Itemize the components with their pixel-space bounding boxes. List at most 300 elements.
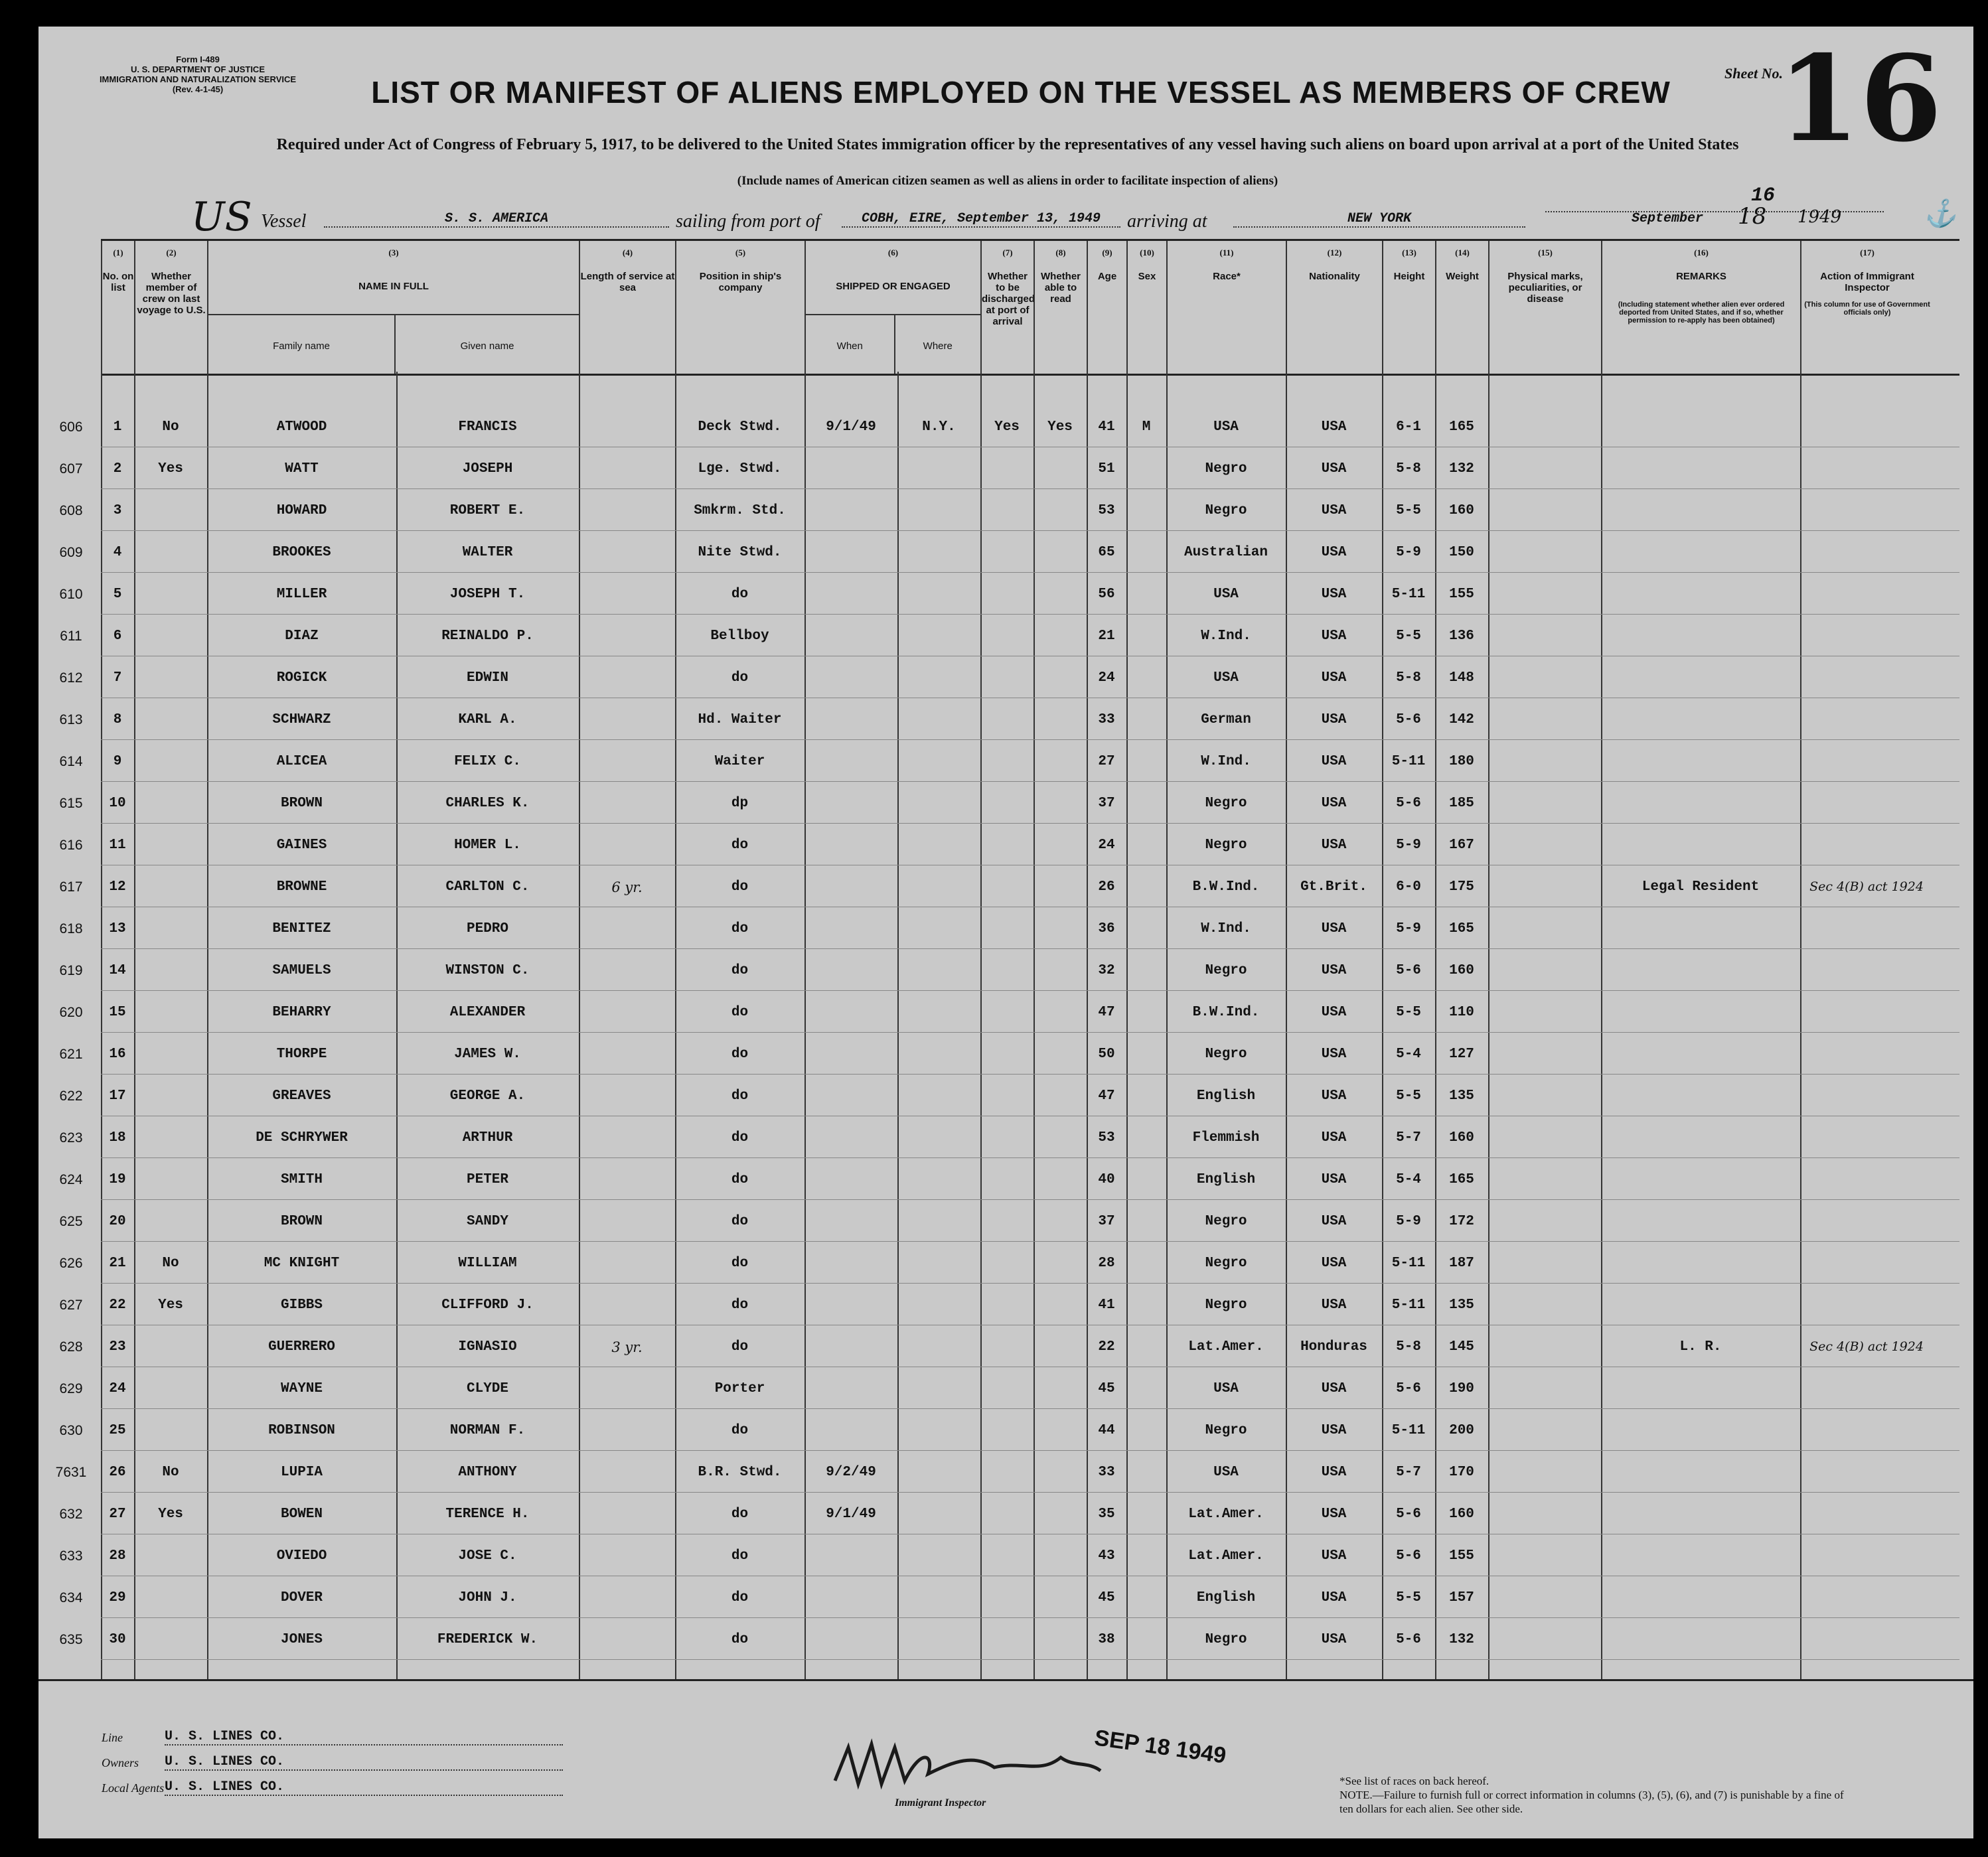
column-label: SHIPPED OR ENGAGED [836,281,951,292]
margin-number: 630 [59,1423,83,1438]
table-row [59,572,1959,615]
cell-given: NORMAN F. [449,1423,526,1438]
column-number: (7) [1002,248,1013,258]
column-label: Whether member of crew on last voyage to U.S. [137,271,206,316]
cell-nat: USA [1321,461,1347,477]
cell-position: B.R. Stwd. [698,1465,782,1480]
vessel-line [145,185,1957,244]
column-number: (3) [388,248,399,258]
cell-nat: USA [1321,1256,1347,1271]
date-stamp: SEP 18 1949 [1093,1725,1228,1769]
cell-position: do [731,1172,749,1187]
cell-position: do [731,1590,749,1605]
table-row [59,488,1959,531]
cell-weight: 185 [1449,796,1474,811]
cell-race: USA [1213,670,1239,686]
cell-weight: 170 [1449,1465,1474,1480]
cell-height: 5-11 [1391,754,1426,769]
cell-weight: 165 [1449,419,1474,435]
ship-logo-icon: ⚓ [1924,198,1957,228]
cell-height: 5-5 [1396,1590,1421,1605]
cell-height: 5-9 [1396,838,1421,853]
cell-age: 27 [1098,754,1115,769]
cell-height: 5-11 [1391,1256,1426,1271]
cell-nat: USA [1321,754,1347,769]
cell-given: WALTER [462,545,513,560]
cell-family: LUPIA [280,1465,323,1480]
cell-age: 41 [1098,1298,1115,1313]
cell-nat: USA [1321,1298,1347,1313]
cell-age: 45 [1098,1381,1115,1396]
cell-weight: 142 [1449,712,1474,727]
crew-table [55,372,1959,1679]
cell-race: Lat.Amer. [1188,1507,1264,1522]
column-header [101,241,134,374]
cell-height: 5-6 [1396,796,1421,811]
cell-given: EDWIN [466,670,508,686]
cell-position: do [731,587,749,602]
column-sublabel: When [836,340,863,352]
cell-position: Deck Stwd. [698,419,782,435]
cell-weight: 135 [1449,1088,1474,1104]
cell-weight: 190 [1449,1381,1474,1396]
cell-age: 50 [1098,1047,1115,1062]
cell-last: No [162,1256,179,1271]
column-number: (5) [735,248,746,258]
cell-race: USA [1213,1381,1239,1396]
race-note: *See list of races on back hereof. [1339,1775,1490,1787]
arrival-day: 18 [1738,203,1767,230]
cell-given: FRANCIS [458,419,517,435]
cell-race: Lat.Amer. [1188,1339,1264,1355]
column-label: Physical marks, peculiarities, or disease [1507,271,1583,305]
cell-weight: 155 [1449,1548,1474,1564]
cell-family: ALICEA [276,754,327,769]
cell-nat: USA [1321,545,1347,560]
cell-race: USA [1213,419,1239,435]
cell-given: IGNASIO [458,1339,517,1355]
table-row [59,1241,1959,1284]
cell-race: B.W.Ind. [1192,879,1260,895]
column-subnote: (Including statement whether alien ever ordered deported from United States, and if so, whether permission to re-apply has been obtained) [1618,301,1785,325]
cell-weight: 135 [1449,1298,1474,1313]
cell-disch: Yes [994,419,1020,435]
column-header [207,241,579,374]
cell-weight: 148 [1449,670,1474,686]
cell-weight: 175 [1449,879,1474,895]
cell-age: 56 [1098,587,1115,602]
cell-given: FREDERICK W. [437,1632,538,1647]
vessel-name: S. S. AMERICA [324,211,669,228]
column-header [1382,241,1435,374]
table-row [59,907,1959,949]
cell-race: Negro [1205,1423,1247,1438]
table-row [59,1283,1959,1325]
cell-height: 5-11 [1391,1423,1426,1438]
sheet-label: Sheet No. [1724,65,1783,82]
cell-weight: 165 [1449,1172,1474,1187]
table-row [59,1116,1959,1158]
cell-height: 5-11 [1391,587,1426,602]
cell-height: 5-8 [1396,670,1421,686]
cell-nat: USA [1321,1005,1347,1020]
cell-race: Flemmish [1192,1130,1260,1146]
cell-race: Negro [1205,1298,1247,1313]
cell-position: dp [731,796,749,811]
table-row [59,1199,1959,1242]
cell-given: FELIX C. [454,754,521,769]
cell-nat: USA [1321,503,1347,518]
cell-family: BEHARRY [272,1005,331,1020]
cell-family: SAMUELS [272,963,331,978]
cell-height: 5-5 [1396,1005,1421,1020]
cell-no: 15 [109,1005,126,1020]
margin-number: 626 [59,1256,83,1271]
table-row [59,1157,1959,1200]
cell-age: 33 [1098,712,1115,727]
line-value: U. S. LINES CO. [165,1729,563,1746]
cell-when: 9/1/49 [826,419,876,435]
column-number: (15) [1538,248,1553,258]
cell-height: 5-7 [1396,1130,1421,1146]
cell-position: do [731,963,749,978]
cell-position: Smkrm. Std. [694,503,786,518]
cell-race: Negro [1205,1214,1247,1229]
cell-race: W.Ind. [1201,921,1251,936]
sailing-label: sailing from port of [676,211,820,232]
column-label: No. on list [102,271,134,293]
cell-nat: Honduras [1300,1339,1367,1355]
column-number: (13) [1402,248,1416,258]
cell-given: CARLTON C. [445,879,530,895]
subtitle: Required under Act of Congress of February 5, 1917, to be delivered to the United States immigration officer by the representatives of any vessel having such aliens on board upon arrival at a port of the United States [276,136,1739,153]
cell-age: 47 [1098,1088,1115,1104]
cell-position: do [731,1005,749,1020]
margin-number: 633 [59,1548,83,1564]
table-row [59,739,1959,782]
cell-race: Negro [1205,1632,1247,1647]
margin-number: 627 [59,1298,83,1313]
cell-height: 5-7 [1396,1465,1421,1480]
cell-weight: 157 [1449,1590,1474,1605]
cell-height: 5-6 [1396,1507,1421,1522]
arriving-label: arriving at [1127,211,1207,232]
cell-weight: 187 [1449,1256,1474,1271]
cell-family: DIAZ [285,629,319,644]
column-label: Nationality [1309,271,1360,282]
line-label: Line [102,1731,123,1744]
cell-given: GEORGE A. [449,1088,526,1104]
cell-nat: USA [1321,1381,1347,1396]
page-title: LIST OR MANIFEST OF ALIENS EMPLOYED ON THE VESSEL AS MEMBERS OF CREW [371,75,1671,110]
cell-race: German [1201,712,1251,727]
cell-nat: USA [1321,1047,1347,1062]
column-sublabel: Family name [273,340,330,352]
table-row [59,948,1959,991]
cell-nat: USA [1321,419,1347,435]
column-header [1435,241,1488,374]
cell-nat: USA [1321,1590,1347,1605]
cell-position: do [731,921,749,936]
column-label: REMARKS [1676,271,1726,282]
column-header [980,241,1033,374]
cell-given: ROBERT E. [449,503,526,518]
cell-race: W.Ind. [1201,754,1251,769]
sheet-number: 16 [1778,29,1942,168]
margin-number: 617 [59,879,83,895]
cell-race: English [1196,1590,1256,1605]
cell-position: do [731,1339,749,1355]
margin-number: 621 [59,1047,83,1062]
cell-height: 5-6 [1396,1548,1421,1564]
cell-no: 17 [109,1088,126,1104]
cell-race: USA [1213,587,1239,602]
cell-position: do [731,1548,749,1564]
vessel-label: Vessel [261,211,307,232]
revision: (Rev. 4-1-45) [172,84,224,94]
cell-nat: USA [1321,963,1347,978]
cell-position: do [731,1088,749,1104]
margin-number: 615 [59,796,83,811]
department: U. S. DEPARTMENT OF JUSTICE [131,64,265,74]
cell-weight: 160 [1449,503,1474,518]
cell-nat: USA [1321,1088,1347,1104]
cell-given: PEDRO [466,921,508,936]
form-number: Form I-489 [176,54,220,64]
cell-no: 9 [113,754,122,769]
cell-last: Yes [158,461,183,477]
cell-no: 2 [113,461,122,477]
owners-label: Owners [102,1756,139,1769]
margin-number: 619 [59,963,83,978]
column-label: Whether to be discharged at port of arrival [982,271,1035,327]
cell-weight: 160 [1449,1507,1474,1522]
agents-value: U. S. LINES CO. [165,1779,563,1796]
cell-nat: USA [1321,1423,1347,1438]
column-label: Length of service at sea [580,271,675,293]
cell-age: 37 [1098,1214,1115,1229]
cell-weight: 132 [1449,461,1474,477]
margin-number: 632 [59,1507,83,1522]
cell-family: BROWN [280,796,323,811]
cell-position: Hd. Waiter [698,712,782,727]
table-row [59,781,1959,824]
cell-given: HOMER L. [454,838,521,853]
cell-no: 18 [109,1130,126,1146]
cell-race: Negro [1205,503,1247,518]
cell-age: 53 [1098,1130,1115,1146]
margin-number: 616 [59,838,83,853]
cell-no: 28 [109,1548,126,1564]
column-sublabel: Given name [460,340,514,352]
cell-age: 33 [1098,1465,1115,1480]
cell-no: 7 [113,670,122,686]
cell-age: 40 [1098,1172,1115,1187]
cell-given: WINSTON C. [445,963,530,978]
manifest-sheet [38,27,1973,1838]
cell-nat: USA [1321,1214,1347,1229]
column-header [675,241,804,374]
cell-family: MC KNIGHT [264,1256,340,1271]
cell-nat: USA [1321,1465,1347,1480]
cell-weight: 160 [1449,963,1474,978]
margin-number: 611 [60,629,82,644]
cell-age: 45 [1098,1590,1115,1605]
column-label: Height [1393,271,1425,282]
column-header [1126,241,1166,374]
cell-nat: USA [1321,1172,1347,1187]
margin-number: 629 [59,1381,83,1396]
margin-number: 606 [59,419,83,435]
cell-age: 22 [1098,1339,1115,1355]
agents-label: Local Agents [102,1781,165,1795]
column-number: (17) [1860,248,1874,258]
cell-remarks: L. R. [1679,1339,1722,1355]
cell-age: 41 [1098,419,1115,435]
cell-race: USA [1213,1465,1239,1480]
column-header [1033,241,1087,374]
cell-height: 5-9 [1396,1214,1421,1229]
cell-family: GIBBS [280,1298,323,1313]
cell-nat: USA [1321,712,1347,727]
cell-family: DOVER [280,1590,323,1605]
cell-weight: 160 [1449,1130,1474,1146]
cell-no: 20 [109,1214,126,1229]
margin-number: 625 [59,1214,83,1229]
cell-service: 3 yr. [611,1339,643,1355]
column-header [1488,241,1601,374]
subnote: (Include names of American citizen seamen as well as aliens in order to facilitate inspection of aliens) [737,174,1278,188]
cell-no: 16 [109,1047,126,1062]
table-row [59,1576,1959,1618]
cell-no: 4 [113,545,122,560]
cell-last: No [162,1465,179,1480]
cell-age: 26 [1098,879,1115,895]
cell-height: 5-8 [1396,1339,1421,1355]
cell-weight: 165 [1449,921,1474,936]
cell-family: SMITH [280,1172,323,1187]
cell-race: Negro [1205,1047,1247,1062]
cell-last: No [162,419,179,435]
margin-number: 608 [59,503,83,518]
cell-family: BROWN [280,1214,323,1229]
cell-given: JOSE C. [458,1548,517,1564]
table-row [59,1492,1959,1534]
inspector-label: Immigrant Inspector [895,1797,986,1809]
cell-height: 6-0 [1396,879,1421,895]
cell-age: 43 [1098,1548,1115,1564]
cell-position: do [731,1507,749,1522]
cell-family: WATT [285,461,319,477]
column-subnote: (This column for use of Government officials only) [1804,301,1930,317]
margin-number: 620 [59,1005,83,1020]
cell-when: 9/2/49 [826,1465,876,1480]
column-number: (8) [1055,248,1066,258]
cell-given: PETER [466,1172,508,1187]
table-row [55,1450,1959,1493]
cell-height: 5-9 [1396,545,1421,560]
cell-family: JONES [280,1632,323,1647]
margin-number: 622 [59,1088,83,1104]
cell-weight: 145 [1449,1339,1474,1355]
cell-age: 24 [1098,838,1115,853]
column-number: (10) [1140,248,1154,258]
cell-race: English [1196,1172,1256,1187]
cell-age: 65 [1098,545,1115,560]
cell-weight: 136 [1449,629,1474,644]
margin-number: 618 [59,921,83,936]
column-label: Age [1097,271,1117,282]
cell-no: 10 [109,796,126,811]
cell-weight: 110 [1449,1005,1474,1020]
cell-position: do [731,1214,749,1229]
cell-position: do [731,1256,749,1271]
cell-age: 44 [1098,1423,1115,1438]
cell-given: JOSEPH T. [449,587,526,602]
cell-family: ATWOOD [276,419,327,435]
cell-no: 25 [109,1423,126,1438]
table-row [59,405,1959,447]
cell-family: WAYNE [280,1381,323,1396]
column-number: (2) [166,248,177,258]
cell-no: 22 [109,1298,126,1313]
cell-given: ANTHONY [458,1465,517,1480]
column-label: Action of Immigrant Inspector [1820,271,1914,293]
column-label: NAME IN FULL [358,281,429,292]
table-row [59,823,1959,865]
cell-nat: USA [1321,1548,1347,1564]
cell-no: 8 [113,712,122,727]
column-label: Race* [1213,271,1241,282]
cell-no: 24 [109,1381,126,1396]
cell-given: CLIFFORD J. [441,1298,534,1313]
cell-nat: USA [1321,1507,1347,1522]
arriving-port: NEW YORK [1233,211,1525,228]
margin-number: 613 [59,712,83,727]
handwritten-sheet: 16 [1751,185,1776,207]
cell-nat: USA [1321,670,1347,686]
cell-given: JOSEPH [462,461,513,477]
cell-position: do [731,670,749,686]
cell-age: 51 [1098,461,1115,477]
cell-nat: USA [1321,796,1347,811]
table-row [59,1617,1959,1660]
column-label: Weight [1446,271,1479,282]
cell-age: 47 [1098,1005,1115,1020]
cell-age: 32 [1098,963,1115,978]
cell-age: 36 [1098,921,1115,936]
cell-last: Yes [158,1298,183,1313]
cell-height: 5-9 [1396,921,1421,936]
column-label: Sex [1138,271,1156,282]
cell-no: 29 [109,1590,126,1605]
cell-race: B.W.Ind. [1192,1005,1260,1020]
cell-race: Australian [1184,545,1268,560]
cell-position: do [731,838,749,853]
cell-height: 5-5 [1396,1088,1421,1104]
cell-height: 5-6 [1396,1632,1421,1647]
cell-no: 21 [109,1256,126,1271]
cell-race: English [1196,1088,1256,1104]
cell-family: HOWARD [276,503,327,518]
cell-last: Yes [158,1507,183,1522]
cell-no: 1 [113,419,122,435]
cell-age: 28 [1098,1256,1115,1271]
cell-position: Porter [714,1381,765,1396]
cell-age: 24 [1098,670,1115,686]
table-row [59,1325,1959,1367]
margin-number: 623 [59,1130,83,1146]
